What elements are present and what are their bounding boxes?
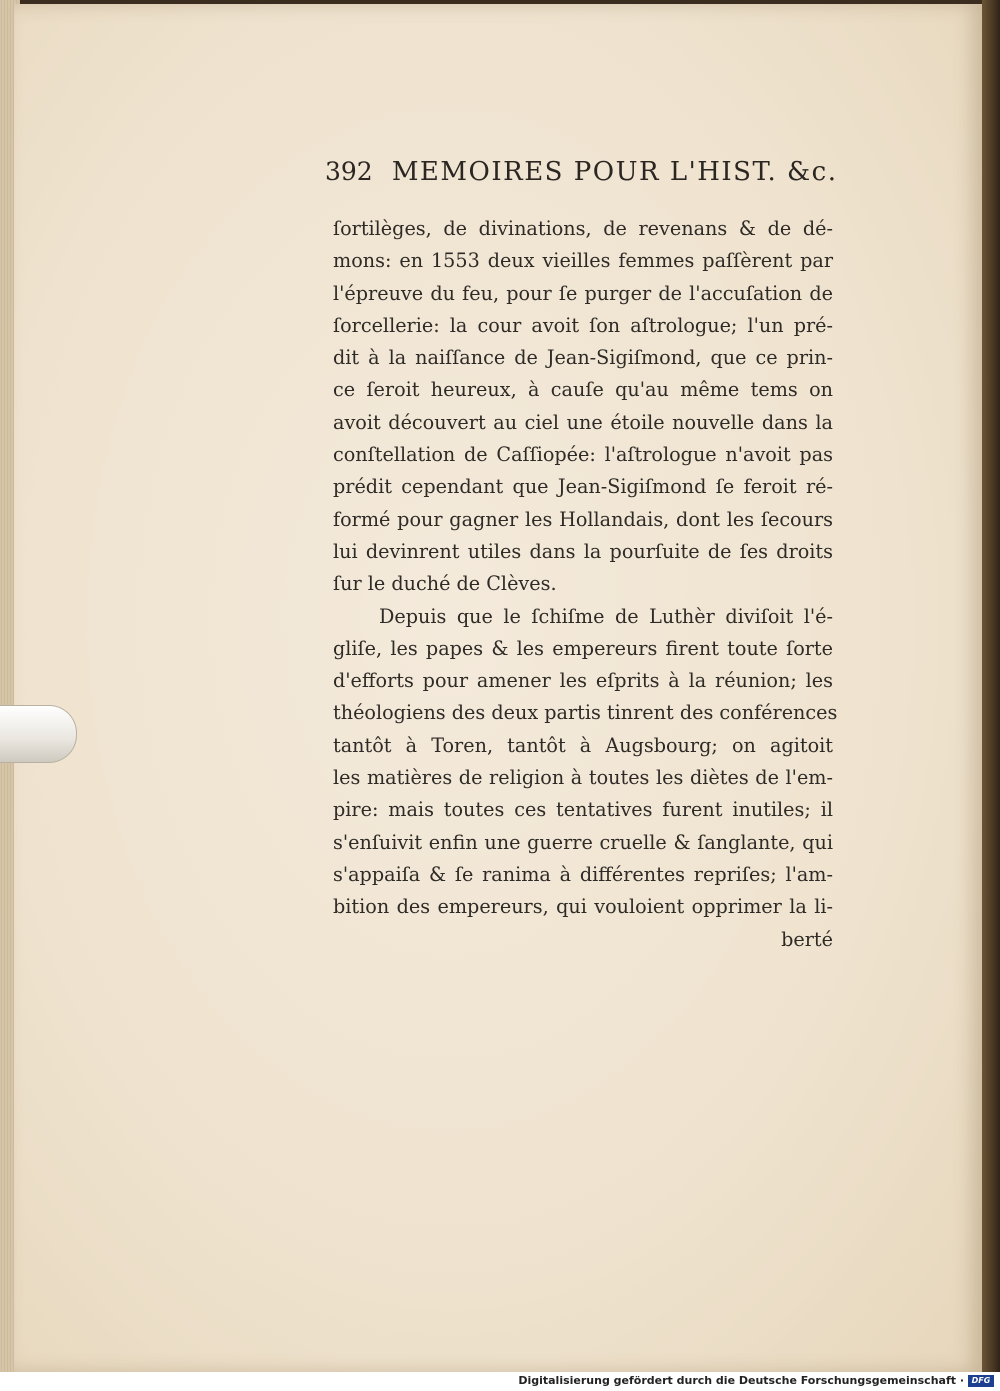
text-line: bition des empereurs, qui vouloient opprimer la li-	[333, 895, 833, 919]
text-line: Depuis que le ſchiſme de Luthèr diviſoit l'é-	[379, 604, 833, 628]
text-line: tantôt à Toren, tantôt à Augsbourg; on agitoit	[333, 733, 833, 757]
text-line: formé pour gagner les Hollandais, dont les ſecours	[333, 507, 833, 531]
text-line: avoit découvert au ciel une étoile nouvelle dans la	[333, 410, 833, 434]
text-line: d'efforts pour amener les eſprits à la réunion; les	[333, 669, 833, 693]
paper-bookmark-strip	[0, 705, 77, 763]
running-title: MEMOIRES POUR L'HIST. &c.	[391, 157, 838, 187]
body-text	[333, 213, 838, 956]
text-line: ſur le duché de Clèves.	[333, 572, 557, 596]
digitization-credit: Digitalisierung gefördert durch die Deutsche Forschungsgemeinschaft ·	[518, 1374, 964, 1387]
text-line: pire: mais toutes ces tentatives furent inutiles; il	[333, 798, 833, 822]
page-number: 392	[325, 157, 373, 186]
catchword: berté	[781, 927, 833, 951]
paragraph-2	[333, 601, 838, 924]
text-line: gliſe, les papes & les empereurs firent toute ſorte	[333, 636, 833, 660]
book-binding-edge	[982, 0, 1000, 1372]
text-line: ce ſeroit heureux, à cauſe qu'au même tems on	[333, 378, 833, 402]
text-line: mons: en 1553 deux vieilles femmes paſſèrent par	[333, 249, 833, 273]
text-line: lui devinrent utiles dans la pourſuite de ſes droits	[333, 539, 833, 563]
text-line: dit à la naiſſance de Jean-Sigiſmond, que ce prin-	[333, 346, 833, 370]
dfg-logo: DFG	[968, 1375, 994, 1387]
text-line: prédit cependant que Jean-Sigiſmond ſe feroit ré-	[333, 475, 833, 499]
text-line: ſortilèges, de divinations, de revenans & de dé-	[333, 217, 833, 240]
running-head	[325, 157, 845, 187]
text-line: les matières de religion à toutes les diètes de l'em-	[333, 766, 833, 790]
paragraph-1	[333, 213, 833, 601]
text-line: s'enſuivit enfin une guerre cruelle & ſanglante, qui	[333, 830, 833, 854]
footer-bar	[0, 1372, 1000, 1391]
text-line: théologiens des deux partis tinrent des conférences	[333, 701, 838, 725]
text-line: s'appaiſa & ſe ranima à différentes repriſes; l'am-	[333, 862, 833, 886]
text-line: conſtellation de Caſſiopée: l'aſtrologue n'avoit pas	[333, 443, 833, 467]
text-line: l'épreuve du feu, pour ſe purger de l'accuſation de	[333, 281, 833, 305]
text-line: ſorcellerie: la cour avoit ſon aſtrologue; l'un pré-	[333, 313, 833, 337]
